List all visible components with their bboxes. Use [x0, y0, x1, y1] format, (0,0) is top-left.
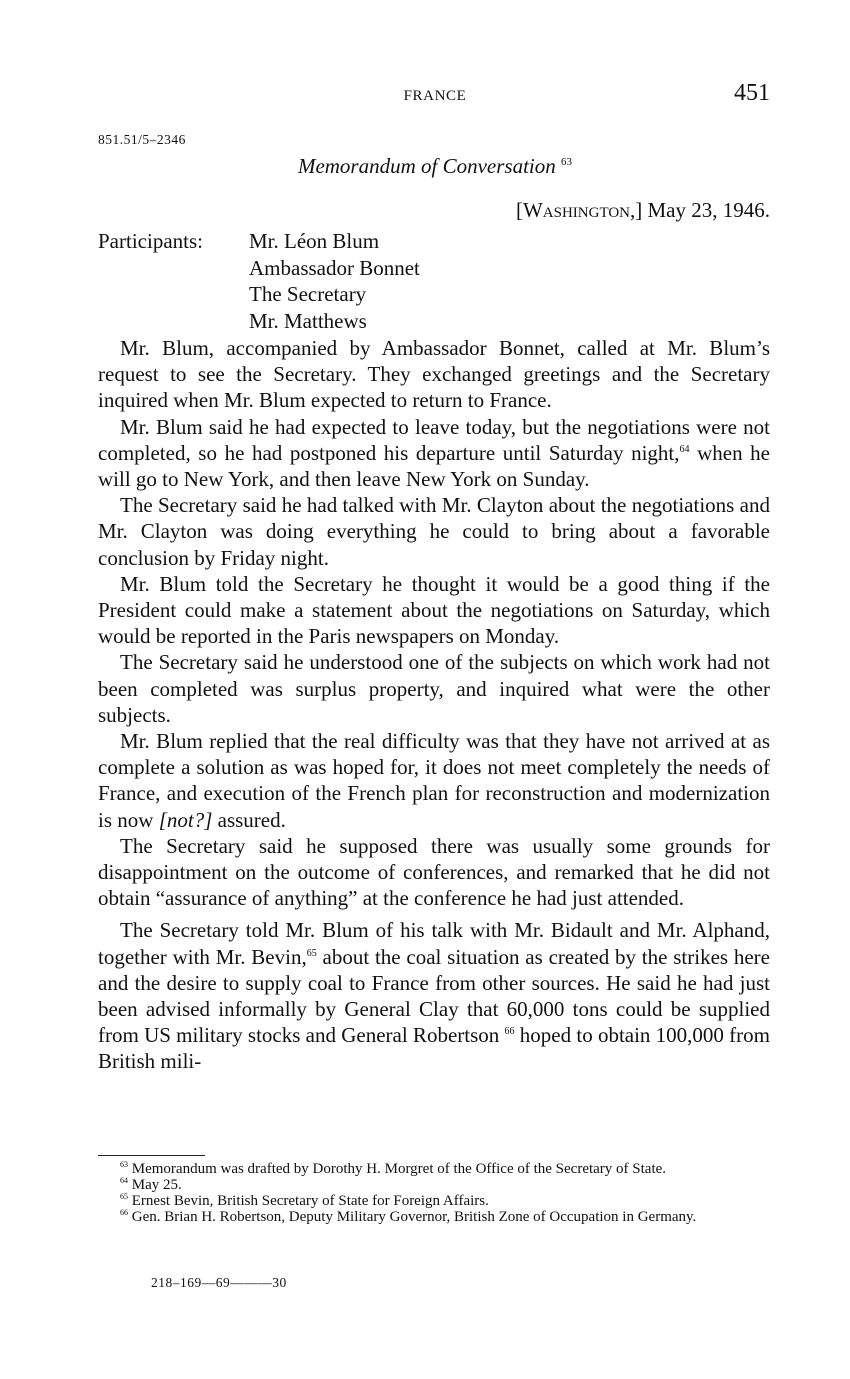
footnote-number: 64: [120, 1176, 128, 1185]
participants-label: Participants:: [98, 229, 203, 253]
participant-name: Mr. Matthews: [249, 308, 367, 333]
body-paragraph: [98, 414, 770, 493]
footnote-ref: 65: [306, 947, 317, 959]
body-paragraph: [98, 728, 770, 833]
participant-name: The Secretary: [249, 282, 367, 306]
footnote-ref: 66: [504, 1026, 515, 1038]
footnote-rule: [98, 1155, 205, 1156]
page-number: 451: [734, 80, 770, 106]
footnotes: [98, 1161, 770, 1225]
body-paragraph: The Secretary said he understood one of the subjects on which work had not been completed was surplus property, and inquired what were the other subjects.: [98, 650, 770, 727]
footnote-number: 66: [120, 1208, 128, 1217]
body-paragraph: The Secretary said he supposed there was usually some grounds for disappointment on the outcome of conferences, and remarked that he did not obtain “assurance of anything” at the conference he had just attended.: [98, 833, 770, 911]
paragraph-text: when he will go to New York, and then leave New York on Sunday.: [98, 440, 770, 492]
paragraph-text: assured.: [212, 807, 286, 832]
dateline-date: May 23, 1946.: [647, 198, 770, 222]
running-head: [0, 80, 850, 114]
paragraph-text: Mr. Blum said he had expected to leave today, but the negotiations were not completed, so he had postponed his departure until Saturday night,: [98, 414, 770, 465]
file-number: 851.51/5–2346: [98, 132, 186, 147]
paragraph-text: Mr. Blum replied that the real difficulty was that they have not arrived at as complete a solution as was hoped for, it does not meet completely the needs of France, and execution of the French plan for reconstruction and modernization is now: [98, 729, 770, 832]
footnote-number: 63: [120, 1160, 128, 1169]
dateline-place: Washington,: [522, 198, 636, 222]
printer-line: 218–169—69———30: [151, 1275, 287, 1290]
body-paragraph: Mr. Blum told the Secretary he thought it would be a good thing if the President could make a statement about the negotiations on Saturday, which would be reported in the Paris newspapers on Monday.: [98, 571, 770, 649]
footnote: [98, 1161, 770, 1177]
footnote: [98, 1177, 770, 1193]
footnote-text: May 25.: [131, 1177, 182, 1193]
dateline: [Washington,] May 23, 1946.: [515, 198, 770, 222]
paragraph-text: hoped to obtain 100,000 from British mili-: [98, 1023, 771, 1074]
footnote: [98, 1193, 770, 1209]
memorandum-body: [98, 335, 770, 1075]
footnote-ref: 64: [679, 443, 690, 455]
participant-name: Mr. Léon Blum: [249, 229, 380, 253]
running-head-title: FRANCE: [403, 88, 467, 104]
document-title-text: Memorandum of Conversation: [297, 154, 556, 178]
footnote-text: Ernest Bevin, British Secretary of State for Foreign Affairs.: [131, 1193, 489, 1209]
paragraph-text: The Secretary told Mr. Blum of his talk with Mr. Bidault and Mr. Alphand, together with Mr. Bevin,: [98, 918, 770, 969]
editorial-insertion: [not?]: [158, 807, 213, 832]
participants-list: [249, 228, 420, 334]
footnote-text: Memorandum was drafted by Dorothy H. Morgret of the Office of the Secretary of State.: [131, 1161, 667, 1177]
footnote-text: Gen. Brian H. Robertson, Deputy Military Governor, British Zone of Occupation in Germany.: [131, 1209, 697, 1225]
footnote-ref: 63: [561, 156, 573, 168]
body-paragraph: The Secretary said he had talked with Mr. Clayton about the negotiations and Mr. Clayton was doing everything he could to bring about a favorable conclusion by Friday night.: [98, 493, 770, 570]
participant-name: Ambassador Bonnet: [249, 255, 420, 280]
document-title: [0, 154, 850, 179]
body-paragraph: [98, 917, 770, 1074]
paragraph-text: about the coal situation as created by the strikes here and the desire to supply coal to France from other sources. He said he had just been advised informally by General Clay that 60,000 tons could be supplied from US military stocks and General Robertson: [98, 944, 770, 1048]
footnote-number: 65: [120, 1192, 128, 1201]
footnote: [98, 1209, 770, 1225]
body-paragraph: Mr. Blum, accompanied by Ambassador Bonnet, called at Mr. Blum’s request to see the Secretary. They exchanged greetings and the Secretary inquired when Mr. Blum expected to return to France.: [98, 336, 770, 413]
